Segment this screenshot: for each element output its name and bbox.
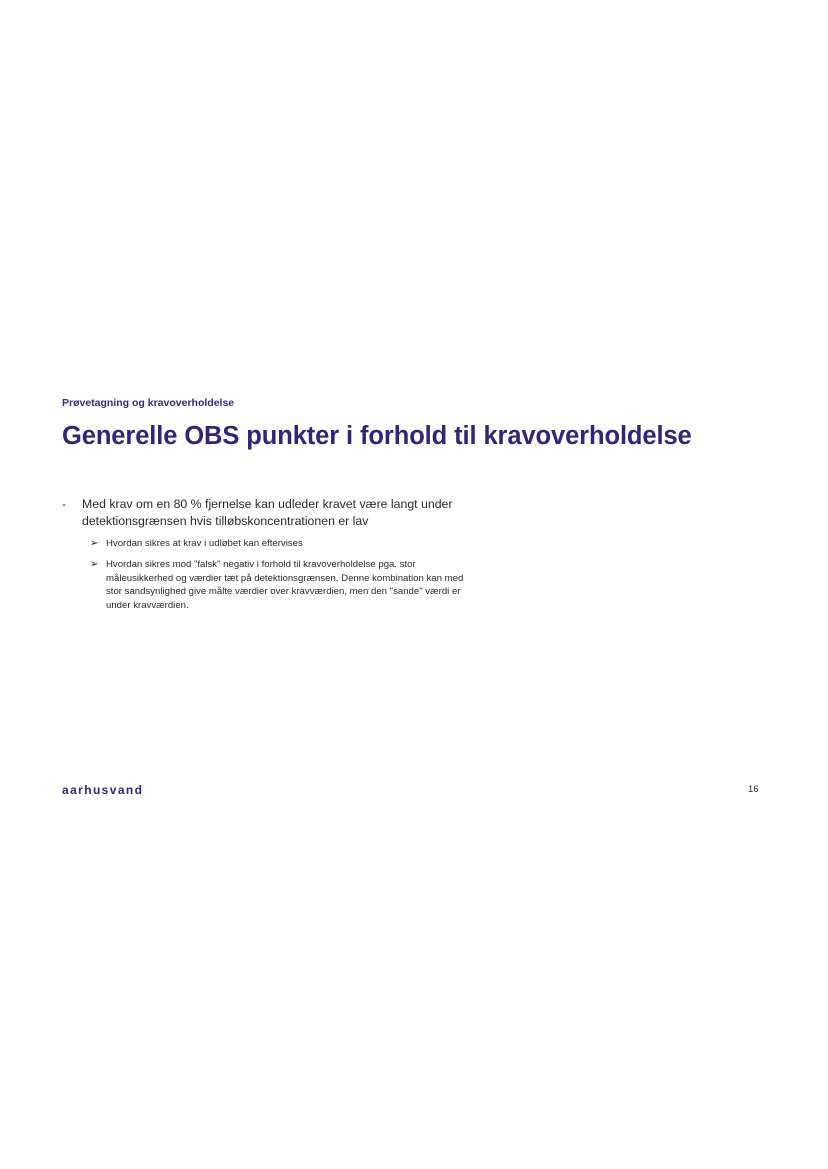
main-bullet-text: Med krav om en 80 % fjernelse kan udleder kravet være langt under detektionsgrænsen hvis tilløbskoncentrationen er lav	[82, 497, 453, 528]
sub-bullet-text: Hvordan sikres at krav i udløbet kan eftervises	[106, 538, 303, 549]
sub-bullet-text: Hvordan sikres mod "falsk" negativ i forhold til kravoverholdelse pga. stor måleusikkerhed og værdier tæt på detektionsgrænsen. Denne kombination kan med stor sandsynlighed give målte værdier over kravværdien, men den "sande" værdi er under kravværdien.	[106, 559, 464, 611]
arrow-bullet-icon: ➢	[90, 559, 99, 570]
arrow-bullet-icon: ➢	[90, 538, 99, 549]
page-number: 16	[748, 784, 759, 795]
sub-bullet	[90, 558, 480, 612]
section-kicker: Prøvetagning og kravoverholdelse	[62, 397, 235, 409]
main-bullet	[62, 496, 482, 530]
page-title: Generelle OBS punkter i forhold til kravoverholdelse	[62, 422, 692, 450]
sub-bullet	[90, 537, 480, 551]
dash-marker: -	[62, 497, 67, 511]
brand-logo-text: aarhusvand	[62, 783, 144, 797]
